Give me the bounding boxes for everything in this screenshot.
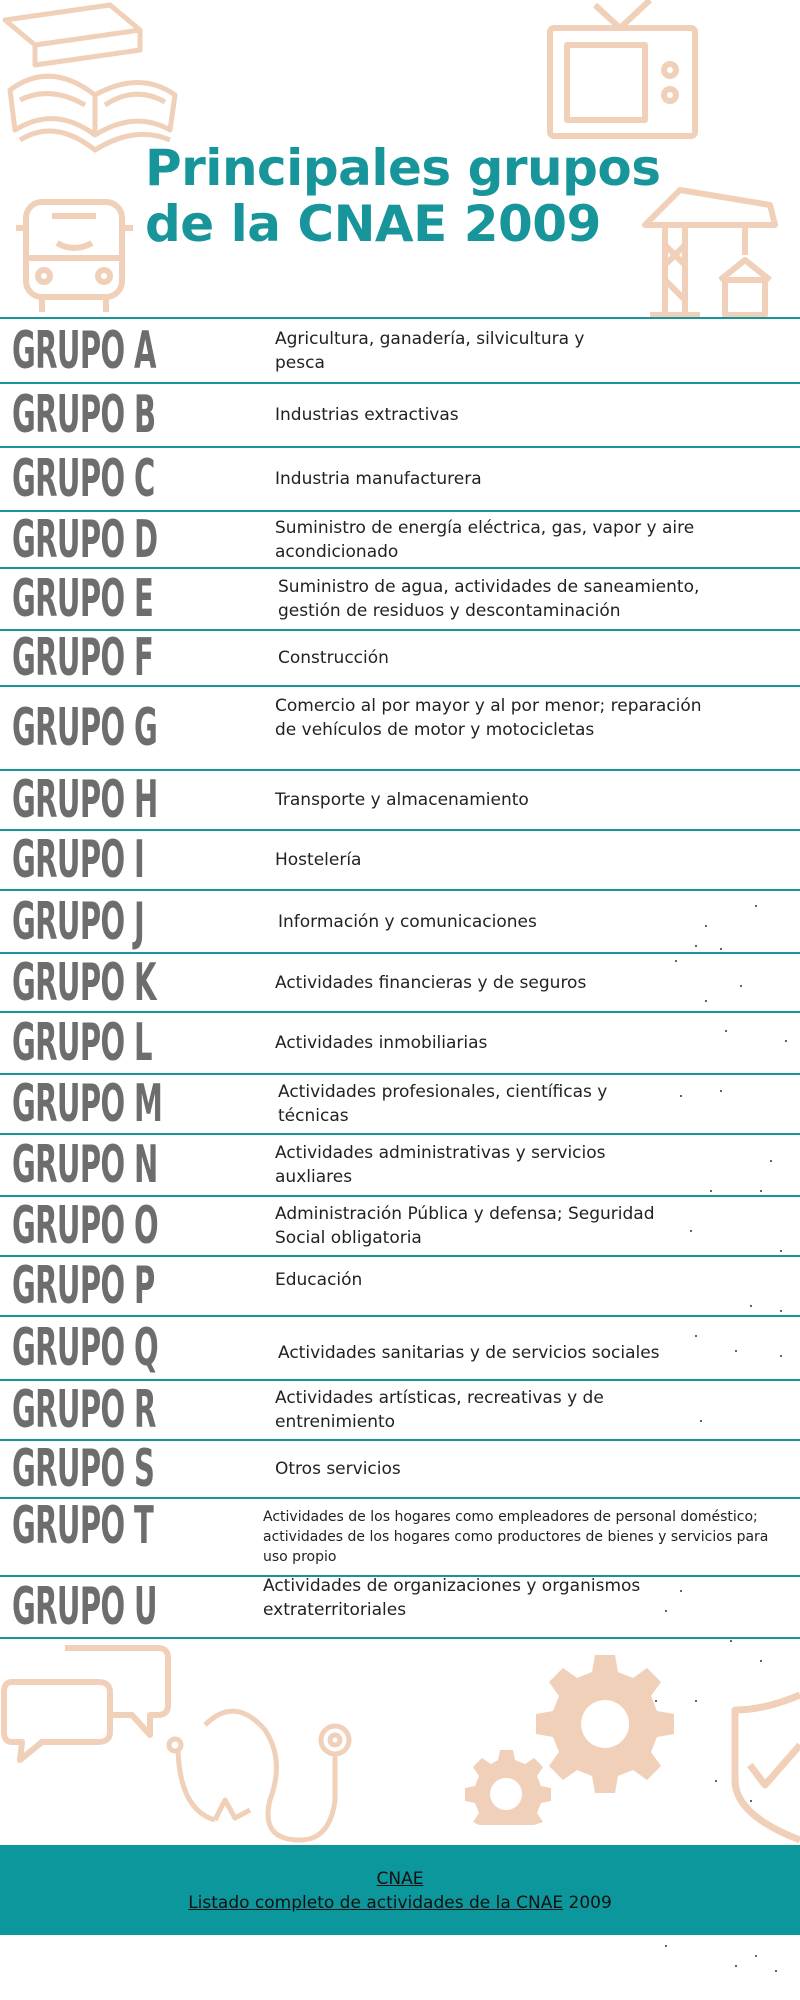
table-row <box>0 1195 800 1255</box>
table-row <box>0 382 800 446</box>
group-code: GRUPO G <box>12 698 158 758</box>
speckle <box>720 948 722 950</box>
table-row <box>0 1315 800 1379</box>
group-description: Industrias extractivas <box>275 405 459 425</box>
group-code: GRUPO J <box>12 891 145 952</box>
speckle <box>725 1030 727 1032</box>
speckle <box>715 1780 717 1782</box>
group-code: GRUPO Q <box>12 1318 159 1378</box>
page-title-line-1: Principales grupos <box>145 139 661 197</box>
speckle <box>750 1800 752 1802</box>
speckle <box>720 1090 722 1092</box>
speckle <box>675 960 677 962</box>
speckle <box>680 1095 682 1097</box>
group-description: Actividades inmobiliarias <box>275 1033 488 1053</box>
table-row <box>0 446 800 510</box>
group-description: Información y comunicaciones <box>278 911 537 932</box>
group-description: Industria manufacturera <box>275 469 482 489</box>
speckle <box>700 1420 702 1422</box>
group-description: Actividades de los hogares como empleadores de personal doméstico; actividades de los hogares como productores de bienes y servicios para uso propio <box>263 1509 769 1565</box>
table-row <box>0 769 800 829</box>
speckle <box>735 1965 737 1967</box>
speckle <box>695 945 697 947</box>
group-description: Administración Pública y defensa; Seguridad Social obligatoria <box>275 1204 655 1248</box>
speckle <box>755 905 757 907</box>
speckle <box>760 1660 762 1662</box>
group-code: GRUPO U <box>12 1577 157 1637</box>
table-row <box>0 889 800 952</box>
table-row <box>0 1379 800 1439</box>
speckle <box>710 1190 712 1192</box>
speckle <box>665 1945 667 1947</box>
group-description: Comercio al por mayor y al por menor; reparación de vehículos de motor y motocicletas <box>275 696 702 741</box>
speckle <box>760 1190 762 1192</box>
group-code: GRUPO B <box>12 385 156 445</box>
full-list-link-suffix: 2009 <box>563 1893 612 1913</box>
table-row <box>0 1011 800 1073</box>
group-code: GRUPO R <box>12 1380 156 1440</box>
group-code: GRUPO L <box>12 1013 152 1073</box>
group-code: GRUPO I <box>12 830 145 890</box>
group-description: Construcción <box>278 648 389 668</box>
table-row <box>0 1133 800 1195</box>
table-row <box>0 628 800 688</box>
group-code: GRUPO P <box>12 1256 155 1316</box>
speckle <box>785 1040 787 1042</box>
speckle <box>695 1335 697 1337</box>
speckle <box>680 1590 682 1592</box>
stethoscope-icon <box>160 1700 370 1850</box>
page-title-line-2: de la CNAE 2009 <box>145 195 601 253</box>
table-row <box>0 1439 800 1497</box>
table-row <box>0 317 800 382</box>
footer-banner <box>0 1845 800 1935</box>
group-description: Actividades sanitarias y de servicios sociales <box>278 1342 660 1363</box>
group-description: Actividades financieras y de seguros <box>275 972 587 993</box>
speckle <box>780 1250 782 1252</box>
table-row <box>0 952 800 1011</box>
speckle <box>780 1355 782 1357</box>
table-row <box>0 567 800 629</box>
group-description: Otros servicios <box>275 1459 401 1479</box>
speckle <box>755 1955 757 1957</box>
group-description: Educación <box>275 1270 363 1291</box>
speckle <box>750 1305 752 1307</box>
speckle <box>735 1350 737 1352</box>
speckle <box>655 1700 657 1702</box>
group-code: GRUPO K <box>12 952 156 1013</box>
page-title <box>145 140 661 252</box>
group-code: GRUPO N <box>12 1135 158 1195</box>
group-code: GRUPO F <box>12 628 154 688</box>
table-row <box>0 1575 800 1639</box>
table-row <box>0 1497 800 1575</box>
group-description: Agricultura, ganadería, silvicultura y pesca <box>275 328 585 373</box>
group-code: GRUPO O <box>12 1196 159 1256</box>
table-row <box>0 829 800 889</box>
table-row <box>0 509 800 570</box>
gears-icon <box>455 1650 675 1825</box>
full-list-link[interactable]: Listado completo de actividades de la CNAE <box>188 1893 564 1913</box>
speckle <box>705 1000 707 1002</box>
group-code: GRUPO A <box>12 320 156 381</box>
cnae-link[interactable]: CNAE <box>376 1869 424 1889</box>
chat-bubbles-icon <box>0 1640 175 1765</box>
speckle <box>665 1610 667 1612</box>
speckle <box>730 1640 732 1642</box>
group-code: GRUPO S <box>12 1439 155 1499</box>
speckle <box>770 1160 772 1162</box>
group-description: Hostelería <box>275 850 362 870</box>
group-description: Actividades artísticas, recreativas y de entrenimiento <box>275 1388 604 1432</box>
speckle <box>690 1230 692 1232</box>
group-description: Suministro de energía eléctrica, gas, vapor y aire acondicionado <box>275 517 695 562</box>
group-code: GRUPO H <box>12 770 158 830</box>
group-description: Actividades de organizaciones y organismos extraterritoriales <box>263 1576 641 1620</box>
group-description: Transporte y almacenamiento <box>275 790 529 810</box>
group-code: GRUPO D <box>12 509 158 570</box>
speckle <box>740 985 742 987</box>
group-code: GRUPO C <box>12 449 155 509</box>
speckle <box>705 925 707 927</box>
groups-table <box>0 317 800 1639</box>
table-row <box>0 685 800 769</box>
crane-icon <box>640 180 780 320</box>
group-description: Actividades profesionales, científicas y técnicas <box>278 1082 608 1126</box>
speckle <box>775 1970 777 1972</box>
shield-check-icon <box>705 1690 800 1845</box>
group-code: GRUPO M <box>12 1074 163 1134</box>
group-code: GRUPO T <box>12 1495 154 1556</box>
bus-icon <box>12 198 137 316</box>
speckle <box>695 1700 697 1702</box>
table-row <box>0 1255 800 1315</box>
speckle <box>780 1310 782 1312</box>
group-description: Actividades administrativas y servicios auxliares <box>275 1143 606 1187</box>
group-description: Suministro de agua, actividades de saneamiento, gestión de residuos y descontaminación <box>278 577 700 621</box>
table-row <box>0 1073 800 1133</box>
group-code: GRUPO E <box>12 569 154 629</box>
tv-icon <box>545 0 700 145</box>
